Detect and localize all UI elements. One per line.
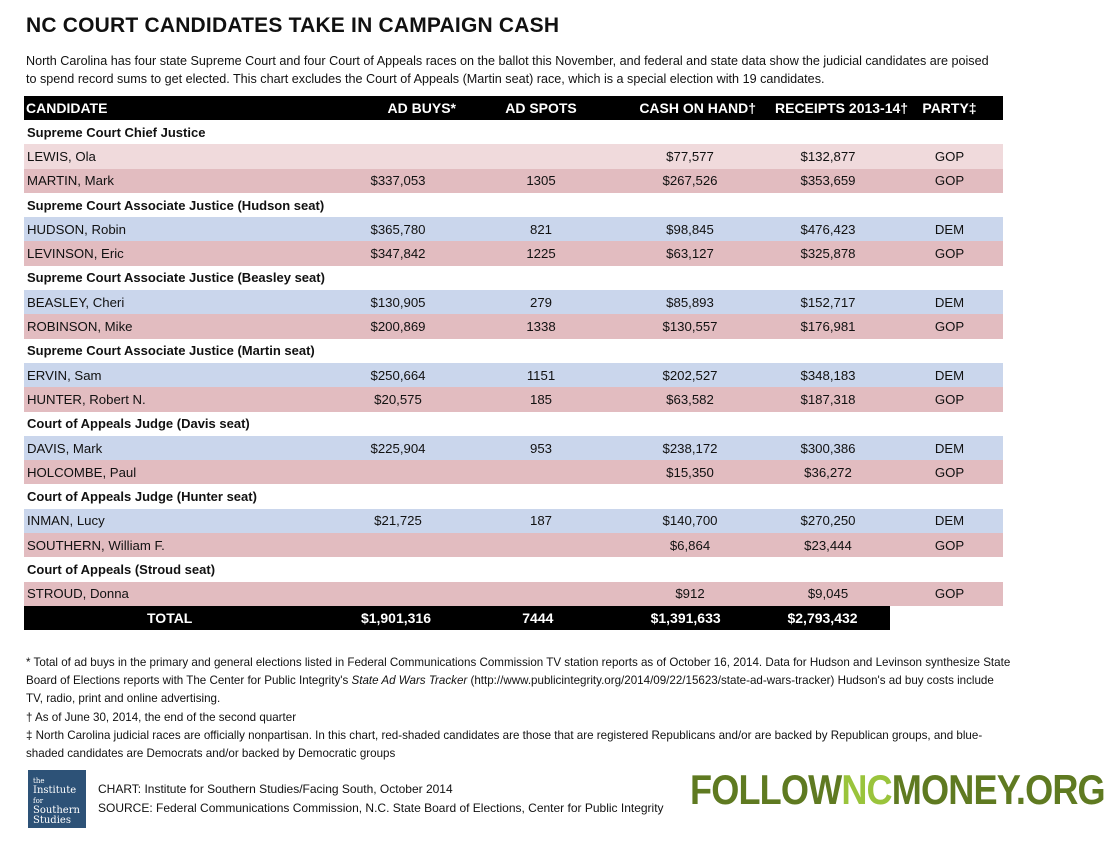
logo-line: Studies	[33, 815, 71, 826]
ad-spots-cell: 1305	[526, 173, 556, 189]
section-title: Supreme Court Associate Justice (Beasley seat)	[27, 270, 325, 286]
ad-buys-cell: $337,053	[370, 173, 426, 189]
table-row	[24, 314, 1003, 338]
total-label: TOTAL	[147, 609, 193, 626]
party-cell: DEM	[934, 513, 965, 529]
logo-line: Southern	[33, 805, 80, 816]
ad-buys-cell: $20,575	[374, 391, 422, 407]
receipts-cell: $36,272	[804, 464, 852, 480]
cash-on-hand-cell: $140,700	[662, 513, 718, 529]
footnote-party: ‡ North Carolina judicial races are officially nonpartisan. In this chart, red-shaded candidates are those that are registered Republicans and/or are backed by Republican groups, and blue-shaded candidates are Democrats and/or backed by Democratic groups	[26, 728, 983, 761]
party-cell: DEM	[934, 294, 965, 310]
ad-spots-cell: 953	[529, 440, 552, 456]
cash-on-hand-cell: $130,557	[662, 319, 718, 335]
table-header	[24, 96, 1003, 120]
receipts-cell: $476,423	[800, 221, 856, 237]
party-cell: GOP	[934, 586, 965, 602]
follownc-money-logo	[690, 766, 1105, 814]
candidate-name: SOUTHERN, William F.	[27, 537, 165, 553]
ad-spots-cell: 187	[529, 513, 552, 529]
section-header	[24, 412, 1003, 436]
table-row	[24, 582, 1003, 606]
ad-spots-cell: 185	[529, 391, 552, 407]
candidate-name: BEASLEY, Cheri	[27, 294, 125, 310]
receipts-cell: $300,386	[800, 440, 856, 456]
footnote-ad-buys	[26, 654, 1011, 709]
cash-on-hand-cell: $63,127	[666, 246, 714, 262]
receipts-cell: $187,318	[800, 391, 856, 407]
table-row	[24, 169, 1003, 193]
party-cell: DEM	[934, 440, 965, 456]
receipts-cell: $152,717	[800, 294, 856, 310]
intro-text: North Carolina has four state Supreme Court and four Court of Appeals races on the ballot this November, and federal and state data show the judicial candidates are poised to spend record sums to get elected. This chart excludes the Court of Appeals (Martin seat) race, which is a special election with 19 candidates.	[26, 54, 989, 86]
chart-credit: CHART: Institute for Southern Studies/Facing South, October 2014	[98, 782, 453, 796]
section-title: Supreme Court Chief Justice	[27, 124, 206, 140]
table-row	[24, 509, 1003, 533]
cash-on-hand-cell: $202,527	[662, 367, 718, 383]
party-cell: GOP	[934, 246, 965, 262]
cash-on-hand-cell: $98,845	[666, 221, 714, 237]
party-cell: DEM	[934, 221, 965, 237]
candidate-name: HOLCOMBE, Paul	[27, 464, 137, 480]
table-row	[24, 241, 1003, 265]
ad-buys-cell: $21,725	[374, 513, 422, 529]
cash-on-hand-cell: $267,526	[662, 173, 718, 189]
total-row	[24, 606, 1003, 630]
table-row	[24, 363, 1003, 387]
candidate-name: LEWIS, Ola	[27, 148, 96, 164]
candidate-name: ERVIN, Sam	[27, 367, 102, 383]
column-header-party: PARTY‡	[922, 100, 977, 116]
section-header	[24, 339, 1003, 363]
cash-on-hand-cell: $63,582	[666, 391, 714, 407]
receipts-cell: $9,045	[807, 586, 849, 602]
table-row	[24, 217, 1003, 241]
ad-buys-cell: $365,780	[370, 221, 426, 237]
total-bar	[24, 606, 890, 630]
ad-buys-cell: $250,664	[370, 367, 426, 383]
column-header-candidate: CANDIDATE	[26, 100, 108, 116]
receipts-cell: $176,981	[800, 319, 856, 335]
section-title: Court of Appeals Judge (Davis seat)	[27, 416, 250, 432]
section-header	[24, 120, 1003, 144]
ad-spots-cell: 279	[529, 294, 552, 310]
tracker-name: State Ad Wars Tracker	[351, 674, 468, 688]
footnote-ad-buys-text-2: (http://www.publicintegrity.org/2014/09/22/15623/state-ad-wars-tracker) Hudson's ad buy costs include TV, radio, print and online advertising.	[26, 674, 994, 706]
ad-buys-cell: $225,904	[370, 440, 426, 456]
receipts-cell: $270,250	[800, 513, 856, 529]
column-header-receipts: RECEIPTS 2013-14†	[775, 100, 909, 116]
cash-on-hand-cell: $238,172	[662, 440, 718, 456]
column-header-ad-buys: AD BUYS*	[387, 100, 456, 116]
cash-on-hand-cell: $85,893	[666, 294, 714, 310]
cash-on-hand-cell: $77,577	[666, 148, 714, 164]
table-row	[24, 387, 1003, 411]
logo-line: Institute	[33, 785, 77, 796]
page-title: NC COURT CANDIDATES TAKE IN CAMPAIGN CASH	[26, 14, 560, 37]
ad-spots-cell: 1338	[526, 319, 556, 335]
data-table	[24, 96, 1003, 630]
receipts-cell: $325,878	[800, 246, 856, 262]
candidate-name: LEVINSON, Eric	[27, 246, 124, 262]
table-body	[24, 120, 1003, 606]
ad-spots-cell: 1151	[526, 367, 556, 383]
cash-on-hand-cell: $15,350	[666, 464, 714, 480]
table-row	[24, 290, 1003, 314]
section-title: Supreme Court Associate Justice (Martin seat)	[27, 343, 315, 359]
table-row	[24, 533, 1003, 557]
column-header-ad-spots: AD SPOTS	[505, 100, 577, 116]
section-title: Court of Appeals (Stroud seat)	[27, 561, 216, 577]
cash-on-hand-cell: $912	[675, 586, 705, 602]
footnote-ad-buys-text: * Total of ad buys in the primary and general elections listed in Federal Communications Commission TV station reports as of October 16, 2014. Data for Hudson and Levinson synthesize State Board of Elections reports with The Center for Public Integrity's	[26, 656, 1011, 688]
footnotes	[26, 654, 1011, 763]
institute-logo	[28, 770, 86, 828]
receipts-cell: $132,877	[800, 148, 856, 164]
section-title: Court of Appeals Judge (Hunter seat)	[27, 489, 257, 505]
candidate-name: DAVIS, Mark	[27, 440, 103, 456]
credits	[98, 780, 664, 818]
source-credit: SOURCE: Federal Communications Commission, N.C. State Board of Elections, Center for Public Integrity	[98, 801, 664, 815]
candidate-name: INMAN, Lucy	[27, 513, 105, 529]
party-cell: GOP	[934, 464, 965, 480]
section-title: Supreme Court Associate Justice (Hudson seat)	[27, 197, 325, 213]
section-header	[24, 193, 1003, 217]
candidate-name: ROBINSON, Mike	[27, 319, 133, 335]
brand-follow: FOLLOW	[690, 766, 842, 813]
section-header	[24, 557, 1003, 581]
candidate-name: HUNTER, Robert N.	[27, 391, 146, 407]
candidate-name: STROUD, Donna	[27, 586, 129, 602]
logo-line: the	[33, 777, 45, 785]
candidate-name: MARTIN, Mark	[27, 173, 114, 189]
ad-buys-cell: $200,869	[370, 319, 426, 335]
party-cell: GOP	[934, 148, 965, 164]
ad-spots-cell: 821	[529, 221, 552, 237]
logo-line: for	[33, 797, 44, 805]
column-header-cash-on-hand: CASH ON HAND†	[639, 100, 756, 116]
candidate-name: HUDSON, Robin	[27, 221, 126, 237]
brand-money: MONEY.ORG	[891, 766, 1105, 813]
receipts-cell: $23,444	[804, 537, 852, 553]
table-row	[24, 460, 1003, 484]
ad-buys-cell: $130,905	[370, 294, 426, 310]
total-cash-on-hand: $1,391,633	[650, 609, 721, 626]
total-ad-buys: $1,901,316	[360, 609, 432, 626]
cash-on-hand-cell: $6,864	[669, 537, 711, 553]
receipts-cell: $353,659	[800, 173, 856, 189]
party-cell: DEM	[934, 367, 965, 383]
party-cell: GOP	[934, 319, 965, 335]
footnote-cash: † As of June 30, 2014, the end of the second quarter	[26, 710, 297, 724]
section-header	[24, 266, 1003, 290]
party-cell: GOP	[934, 537, 965, 553]
party-cell: GOP	[934, 173, 965, 189]
ad-spots-cell: 1225	[526, 246, 556, 262]
table-row	[24, 436, 1003, 460]
total-receipts: $2,793,432	[787, 609, 858, 626]
party-cell: GOP	[934, 391, 965, 407]
table-row	[24, 144, 1003, 168]
total-ad-spots: 7444	[522, 609, 554, 626]
brand-nc: NC	[841, 766, 892, 813]
section-header	[24, 484, 1003, 508]
ad-buys-cell: $347,842	[370, 246, 426, 262]
receipts-cell: $348,183	[800, 367, 856, 383]
